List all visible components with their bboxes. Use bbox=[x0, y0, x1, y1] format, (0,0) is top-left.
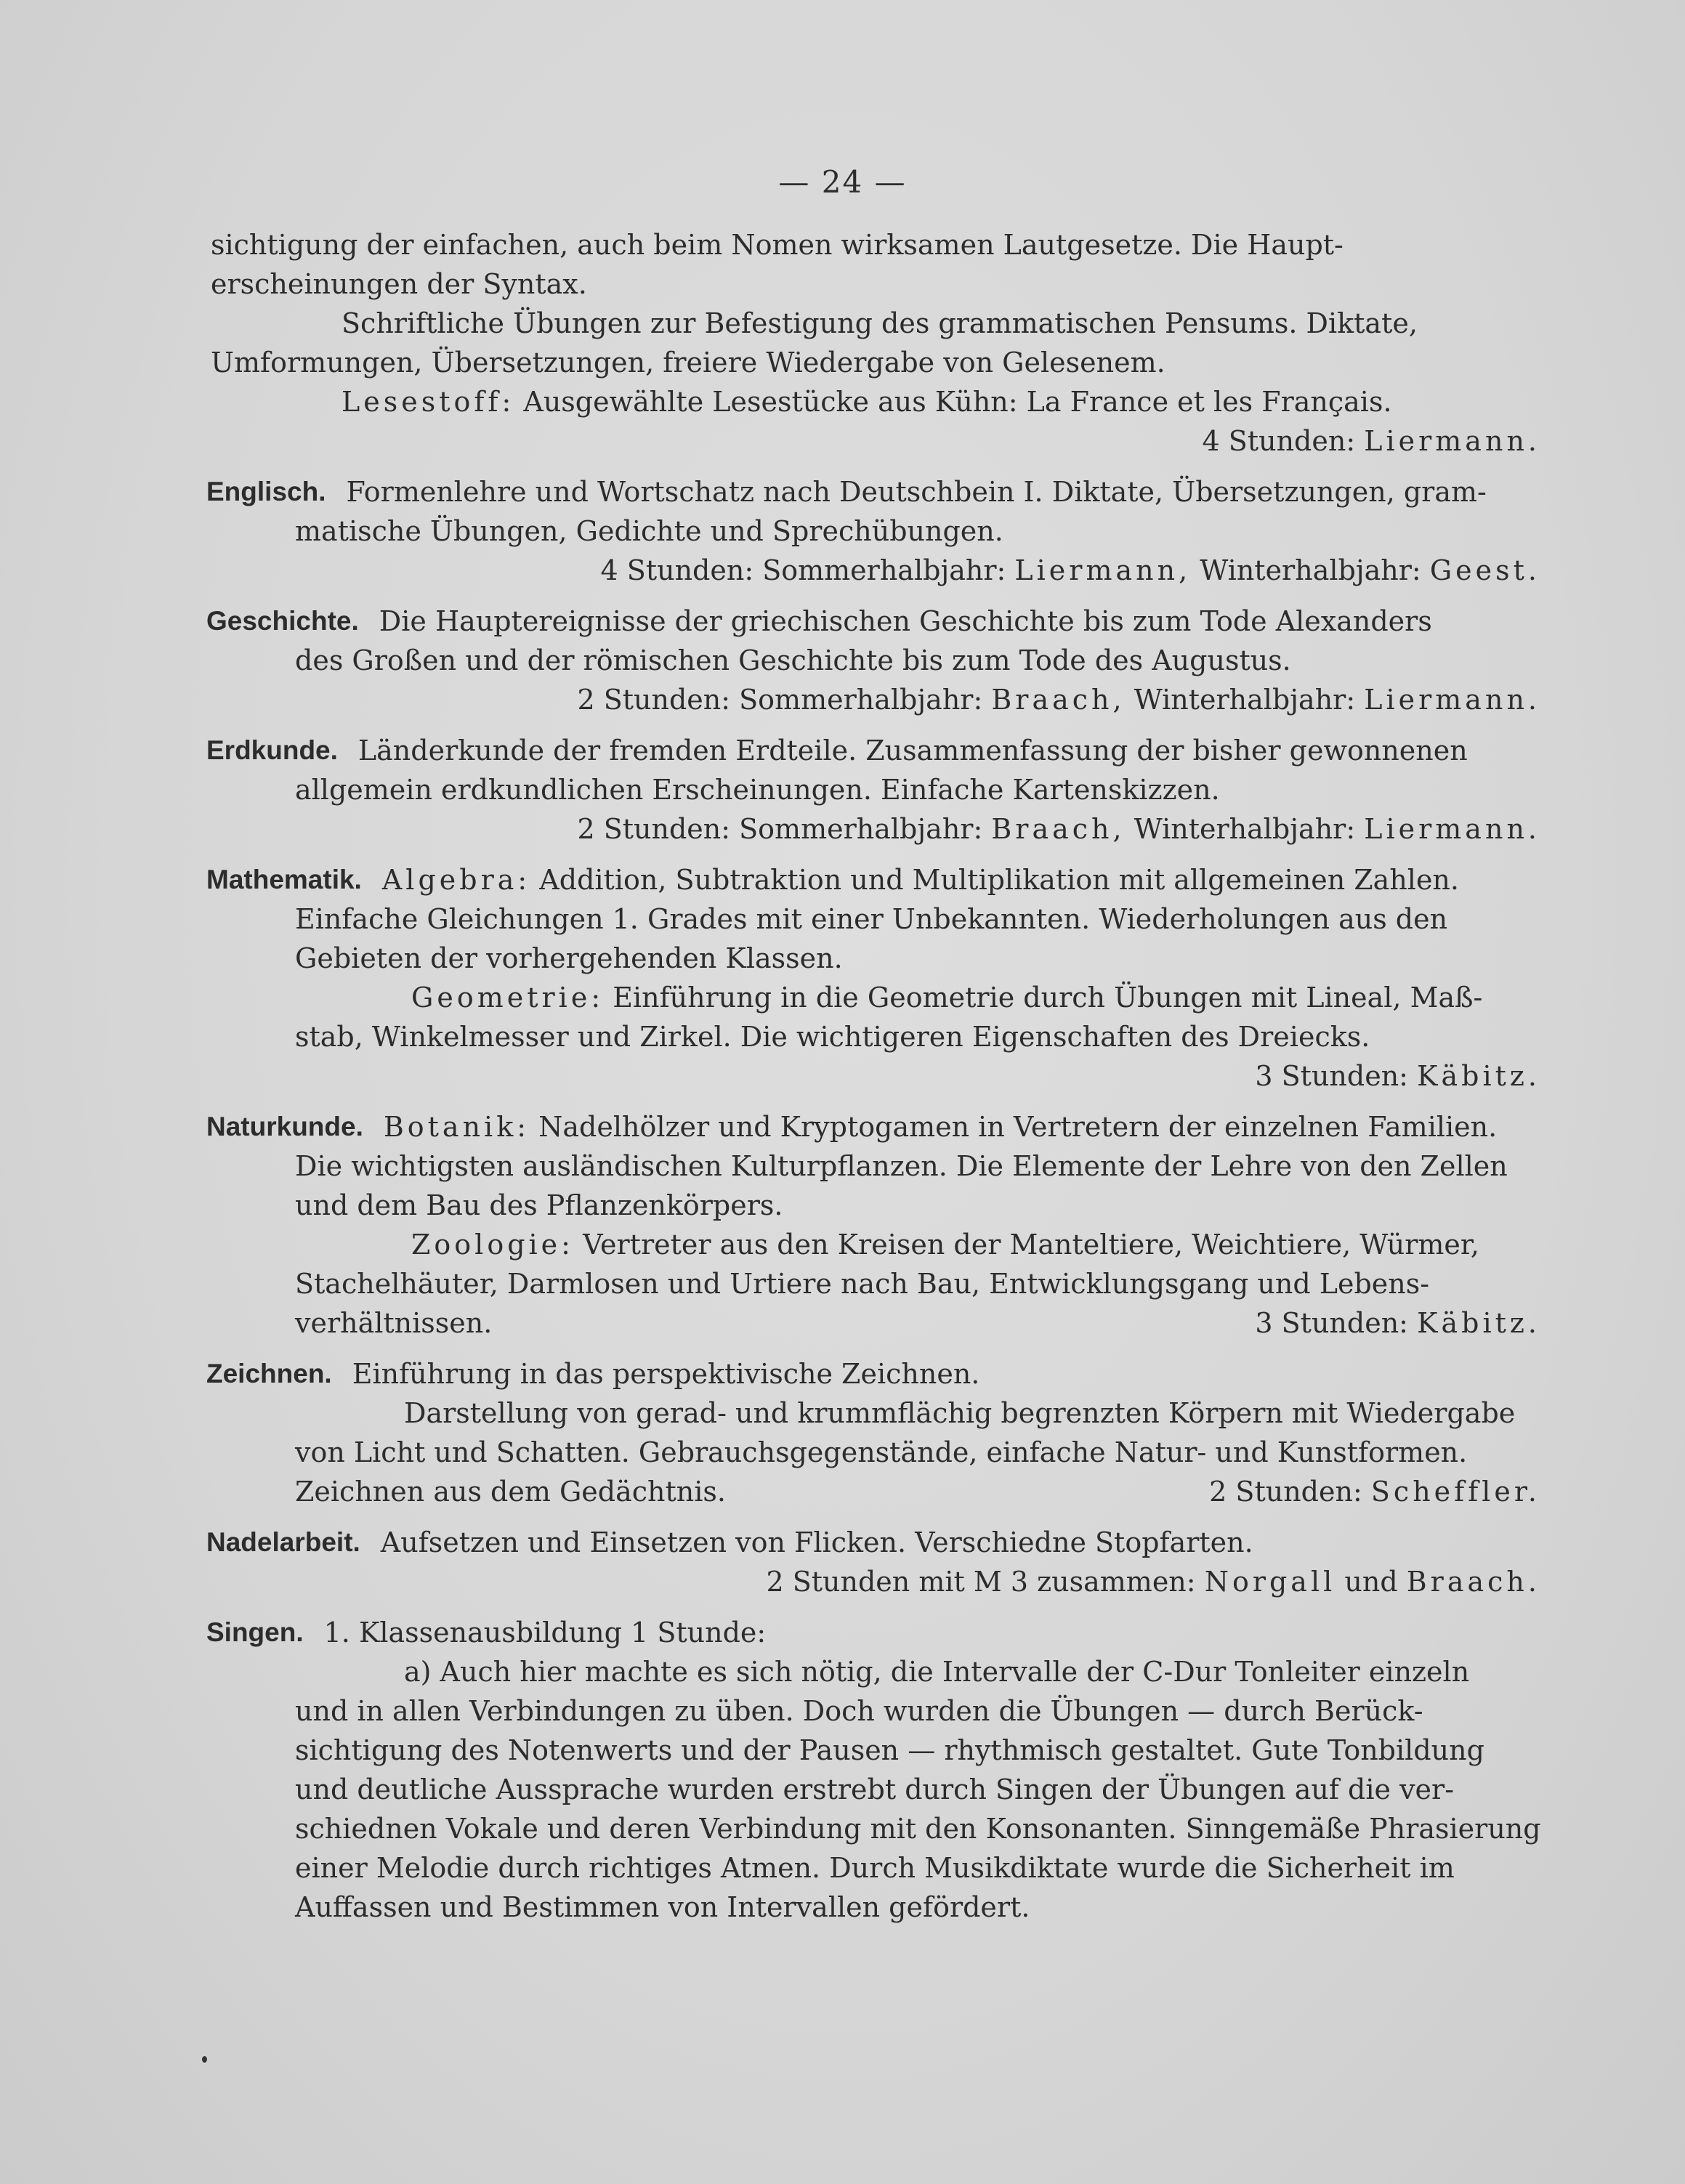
line-text: und in allen Verbindungen zu üben. Doch wurden die Übungen — durch Berück- bbox=[295, 1695, 1423, 1727]
section-heading: Englisch. bbox=[206, 477, 326, 506]
hours-line bbox=[211, 1056, 1540, 1096]
section-nadelarbeit bbox=[206, 1523, 1540, 1601]
text-line bbox=[206, 602, 1540, 641]
line-text: sichtigung der einfachen, auch beim Nomen wirksamen Lautgesetze. Die Haupt- bbox=[211, 229, 1343, 261]
text-line bbox=[211, 1809, 1540, 1848]
line-text: und dem Bau des Pflanzenkörpers. bbox=[295, 1189, 783, 1221]
teacher-name: Liermann. bbox=[1364, 684, 1540, 716]
hours-text: 2 Stunden: bbox=[1209, 1476, 1362, 1508]
text-line bbox=[211, 1770, 1540, 1809]
line-text: Die wichtigsten ausländischen Kulturpflanzen. Die Elemente der Lehre von den Zellen bbox=[295, 1150, 1508, 1182]
text-line bbox=[211, 770, 1540, 809]
hours-text: 2 Stunden: Sommerhalbjahr: bbox=[577, 684, 983, 716]
section-singen bbox=[206, 1613, 1541, 1927]
line-text: Aufsetzen und Einsetzen von Flicken. Verschiedne Stopfarten. bbox=[380, 1526, 1253, 1558]
text-line bbox=[211, 1433, 1540, 1472]
line-text: schiednen Vokale und deren Verbindung mit den Konsonanten. Sinngemäße Phrasierung bbox=[295, 1813, 1541, 1845]
lesestoff-label: Lesestoff: bbox=[342, 386, 515, 418]
line-text: Stachelhäuter, Darmlosen und Urtiere nach Bau, Entwicklungsgang und Lebens- bbox=[295, 1268, 1430, 1300]
line-text: verhältnissen. bbox=[295, 1307, 493, 1339]
text-line bbox=[211, 1472, 1540, 1511]
text-line bbox=[211, 1186, 1540, 1225]
text-line bbox=[211, 1691, 1540, 1731]
teacher-name: Braach, bbox=[991, 684, 1126, 716]
teacher-name: Braach. bbox=[1406, 1566, 1540, 1598]
text-line bbox=[211, 978, 1540, 1017]
line-text: Formenlehre und Wortschatz nach Deutschbein I. Diktate, Übersetzungen, gram- bbox=[346, 476, 1487, 508]
hours-line bbox=[211, 680, 1540, 719]
line-text: Einfache Gleichungen 1. Grades mit einer Unbekannten. Wiederholungen aus den bbox=[295, 903, 1448, 935]
line-text: Einführung in das perspektivische Zeichnen. bbox=[352, 1358, 980, 1390]
intro-block bbox=[211, 225, 1540, 461]
hours-text: 3 Stunden: bbox=[1255, 1307, 1408, 1339]
text-line bbox=[211, 939, 1540, 978]
text-line bbox=[211, 511, 1540, 551]
text-line bbox=[211, 1394, 1540, 1433]
text-line bbox=[211, 1303, 1540, 1343]
line-text: des Großen und der römischen Geschichte bis zum Tode des Augustus. bbox=[295, 644, 1291, 676]
teacher-name: Liermann. bbox=[1364, 813, 1540, 845]
line-text: Die Hauptereignisse der griechischen Geschichte bis zum Tode Alexanders bbox=[379, 605, 1432, 637]
text-line bbox=[211, 343, 1540, 382]
line-text: Länderkunde der fremden Erdteile. Zusammenfassung der bisher gewonnenen bbox=[357, 735, 1468, 767]
teacher-name: Geest. bbox=[1429, 554, 1540, 586]
teacher-name: Käbitz. bbox=[1417, 1060, 1540, 1092]
hours-line bbox=[211, 809, 1540, 849]
text-line bbox=[206, 860, 1540, 899]
text-line bbox=[211, 1225, 1540, 1264]
subtopic-label: Geometrie: bbox=[411, 982, 605, 1014]
hours-line bbox=[211, 421, 1540, 461]
line-text: einer Melodie durch richtiges Atmen. Durch Musikdiktate wurde die Sicherheit im bbox=[295, 1852, 1455, 1884]
line-text: matische Übungen, Gedichte und Sprechübungen. bbox=[295, 515, 1003, 547]
hours-text: 2 Stunden mit M 3 zusammen: bbox=[766, 1566, 1196, 1598]
line-text: Zeichnen aus dem Gedächtnis. bbox=[295, 1476, 727, 1508]
section-heading: Naturkunde. bbox=[206, 1112, 363, 1141]
section-heading: Singen. bbox=[206, 1617, 304, 1647]
line-text: Gebieten der vorhergehenden Klassen. bbox=[295, 942, 843, 974]
line-text: und deutliche Aussprache wurden erstrebt durch Singen der Übungen auf die ver- bbox=[295, 1774, 1455, 1805]
line-text: Darstellung von gerad- und krummflächig begrenzten Körpern mit Wiedergabe bbox=[404, 1397, 1516, 1429]
teacher-name: Liermann. bbox=[1364, 425, 1540, 457]
line-text: Addition, Subtraktion und Multiplikation mit allgemeinen Zahlen. bbox=[539, 864, 1459, 896]
text-line bbox=[211, 1146, 1540, 1186]
hours-line bbox=[211, 551, 1540, 590]
line-text: Umformungen, Übersetzungen, freiere Wiedergabe von Gelesenem. bbox=[211, 347, 1165, 379]
page-content bbox=[206, 225, 1541, 1927]
text-line bbox=[211, 1848, 1540, 1888]
text-line bbox=[206, 1107, 1540, 1146]
section-heading: Erdkunde. bbox=[206, 735, 338, 765]
text-line bbox=[206, 731, 1540, 770]
hours-text: 2 Stunden: Sommerhalbjahr: bbox=[577, 813, 983, 845]
teacher-name: Scheffler. bbox=[1370, 1476, 1540, 1508]
line-text: Schriftliche Übungen zur Befestigung des grammatischen Pensums. Diktate, bbox=[342, 307, 1418, 339]
text-line bbox=[206, 1354, 1540, 1394]
line-text: allgemein erdkundlichen Erscheinungen. Einfache Kartenskizzen. bbox=[295, 774, 1220, 806]
hours-line bbox=[211, 1562, 1540, 1601]
teacher-name: Käbitz. bbox=[1417, 1307, 1540, 1339]
line-text: erscheinungen der Syntax. bbox=[211, 268, 587, 300]
text-line bbox=[211, 641, 1540, 680]
section-zeichnen bbox=[206, 1354, 1540, 1511]
ink-speck bbox=[202, 2056, 207, 2063]
line-text: sichtigung des Notenwerts und der Pausen — rhythmisch gestaltet. Gute Tonbildung bbox=[295, 1734, 1484, 1766]
text-line bbox=[206, 472, 1540, 511]
hours-text: Winterhalbjahr: bbox=[1200, 554, 1421, 586]
line-text: Einführung in die Geometrie durch Übungen mit Lineal, Maß- bbox=[613, 982, 1483, 1014]
subtopic-label: Zoologie: bbox=[411, 1229, 574, 1261]
line-text: 1. Klassenausbildung 1 Stunde: bbox=[323, 1617, 767, 1649]
section-erdkunde bbox=[206, 731, 1540, 849]
line-text: a) Auch hier machte es sich nötig, die Intervalle der C-Dur Tonleiter einzeln bbox=[404, 1656, 1470, 1688]
subtopic-label: Botanik: bbox=[383, 1111, 530, 1143]
hours-text: 4 Stunden: bbox=[1202, 425, 1356, 457]
text-line bbox=[211, 1652, 1540, 1691]
text-line bbox=[211, 1731, 1540, 1770]
line-text: Ausgewählte Lesestücke aus Kühn: La France et les Français. bbox=[523, 386, 1392, 418]
section-englisch bbox=[206, 472, 1540, 590]
subtopic-label: Algebra: bbox=[381, 864, 531, 896]
text-line bbox=[206, 1523, 1540, 1562]
line-text: Auffassen und Bestimmen von Intervallen gefördert. bbox=[295, 1891, 1030, 1923]
line-text: Vertreter aus den Kreisen der Manteltiere, Weichtiere, Würmer, bbox=[583, 1229, 1479, 1261]
section-heading: Geschichte. bbox=[206, 606, 359, 636]
section-heading: Nadelarbeit. bbox=[206, 1527, 360, 1557]
text-line bbox=[211, 382, 1540, 421]
text-line bbox=[211, 1888, 1540, 1927]
teacher-name: Braach, bbox=[991, 813, 1126, 845]
text-line bbox=[211, 1264, 1540, 1303]
section-heading: Mathematik. bbox=[206, 865, 362, 894]
text-line bbox=[211, 1017, 1540, 1056]
hours-text: Winterhalbjahr: bbox=[1134, 684, 1356, 716]
teacher-name: Norgall bbox=[1204, 1566, 1336, 1598]
page-number: — 24 — bbox=[778, 164, 907, 200]
hours-text: 3 Stunden: bbox=[1255, 1060, 1408, 1092]
text-line bbox=[211, 304, 1540, 343]
line-text: von Licht und Schatten. Gebrauchsgegenstände, einfache Natur- und Kunstformen. bbox=[295, 1436, 1468, 1468]
line-text: stab, Winkelmesser und Zirkel. Die wichtigeren Eigenschaften des Dreiecks. bbox=[295, 1021, 1370, 1053]
section-heading: Zeichnen. bbox=[206, 1359, 332, 1388]
section-mathematik bbox=[206, 860, 1540, 1096]
hours-text: 4 Stunden: Sommerhalbjahr: bbox=[600, 554, 1006, 586]
teacher-name: Liermann, bbox=[1014, 554, 1192, 586]
hours-text: und bbox=[1344, 1566, 1398, 1598]
section-naturkunde bbox=[206, 1107, 1540, 1343]
section-geschichte bbox=[206, 602, 1540, 719]
hours-text: Winterhalbjahr: bbox=[1134, 813, 1356, 845]
text-line bbox=[211, 225, 1540, 264]
line-text: Nadelhölzer und Kryptogamen in Vertretern der einzelnen Familien. bbox=[538, 1111, 1498, 1143]
text-line bbox=[211, 899, 1540, 939]
text-line bbox=[211, 264, 1540, 304]
text-line bbox=[206, 1613, 1540, 1652]
